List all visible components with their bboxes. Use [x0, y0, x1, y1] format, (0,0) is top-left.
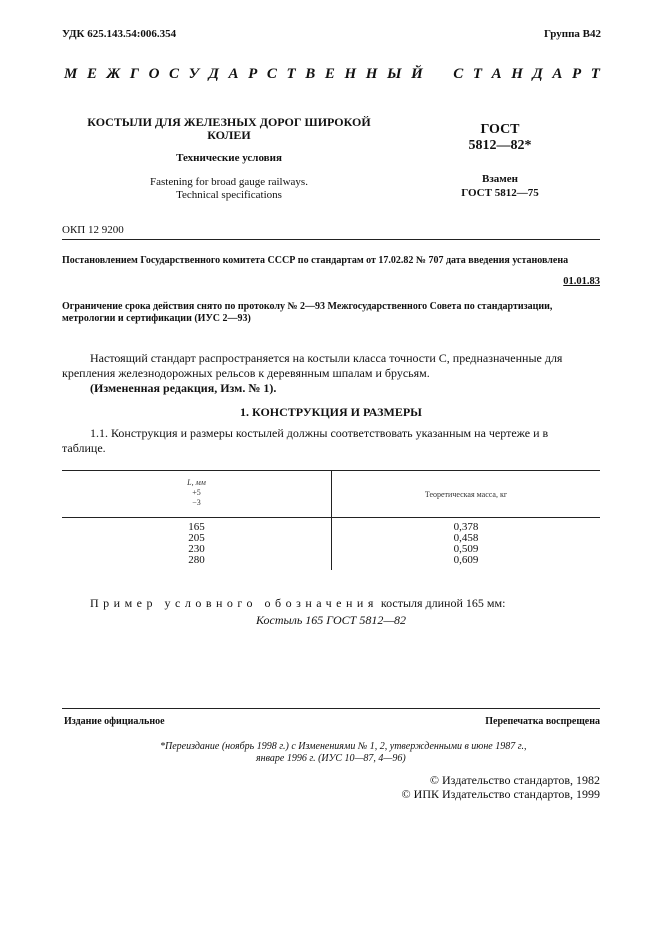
title-line-2: КОЛЕИ — [207, 128, 251, 142]
standard-type-letter: Н — [365, 66, 378, 82]
intro-line-1: Настоящий стандарт распространяется на костыли класса точности С, предназначенные для — [90, 351, 563, 365]
standard-type-letter: Н — [511, 66, 523, 82]
table-header-mass: Теоретическая масса, кг — [424, 490, 508, 499]
table-column-divider-body — [331, 470, 332, 570]
standard-type-letter: С — [169, 66, 180, 82]
document-title — [64, 116, 394, 142]
table-length-column — [62, 522, 331, 566]
section-line-1: 1.1. Конструкция и размеры костылей должны соответствовать указанным на чертеже и в — [90, 426, 549, 440]
replaces-block — [430, 172, 570, 200]
example-line — [90, 596, 505, 611]
standard-type-letter: О — [148, 66, 160, 82]
standard-type-letter: Д — [208, 66, 219, 82]
standard-type-letter: Й — [411, 66, 423, 82]
document-subtitle: Технические условия — [176, 152, 282, 164]
gost-designation — [430, 122, 570, 154]
standard-type-letter: Е — [324, 66, 335, 82]
udk-code: УДК 625.143.54:006.354 — [62, 28, 177, 40]
table-row: 0,458 — [453, 532, 479, 544]
standard-type-letter: Р — [248, 66, 258, 82]
standard-type-letter: Т — [286, 66, 296, 82]
table-row: 0,378 — [453, 521, 479, 533]
length-header: L, мм — [187, 478, 206, 487]
copyright-line-1: © Издательство стандартов, 1982 — [429, 773, 600, 787]
intro-line-2: крепления железнодорожных рельсов к деревянным шпалам и брусьям. — [62, 366, 430, 380]
example-text: костыля длиной 165 мм: — [380, 596, 506, 610]
reprint-notice: Перепечатка воспрещена — [485, 716, 600, 727]
reissue-line-2: январе 1996 г. (ИУС 10—87, 4—96) — [256, 753, 406, 764]
section-heading: 1. КОНСТРУКЦИЯ И РАЗМЕРЫ — [240, 405, 422, 419]
standard-type-letter: Н — [344, 66, 357, 82]
standard-type-gap — [432, 66, 443, 83]
standard-type-letter: С — [453, 66, 464, 82]
english-title — [64, 176, 394, 202]
standard-type-letter: Ы — [387, 66, 402, 82]
table-row: 165 — [188, 521, 205, 533]
okp-code: ОКП 12 9200 — [62, 224, 124, 236]
limitation-line-2: метрологии и сертификации (ИУС 2—93) — [62, 313, 251, 324]
section-paragraph — [62, 426, 602, 456]
standard-type-letter: Р — [571, 66, 582, 82]
table-row: 0,609 — [453, 554, 479, 566]
standard-type-letter: Ж — [106, 66, 121, 82]
standard-type-letter: У — [188, 66, 200, 82]
standard-type-letter: А — [491, 66, 502, 82]
divider-footer — [62, 708, 600, 709]
table-row: 280 — [188, 554, 205, 566]
length-tolerance-plus: +5 — [192, 488, 201, 497]
section-line-2: таблице. — [62, 441, 106, 455]
decree-text: Постановлением Государственного комитета СССР по стандартам от 17.02.82 № 707 дата введения установлена — [62, 255, 569, 266]
standard-type-letter: Д — [532, 66, 543, 82]
standard-type-letter: А — [552, 66, 563, 82]
standard-type-letter: Т — [472, 66, 483, 82]
table-row: 230 — [188, 543, 205, 555]
standard-type-letter: Е — [86, 66, 97, 82]
standard-type-letter: Г — [129, 66, 139, 82]
reissue-note — [160, 741, 527, 765]
standard-type-letter: М — [64, 66, 78, 82]
replaces-standard: ГОСТ 5812—75 — [461, 187, 539, 199]
length-tolerance-minus: −3 — [192, 498, 201, 507]
table-row: 0,509 — [453, 543, 479, 555]
replaces-label: Взамен — [482, 173, 518, 185]
example-label: Пример условного обозначения — [90, 596, 378, 610]
example-designation: Костыль 165 ГОСТ 5812—82 — [255, 613, 406, 627]
gost-number: 5812—82* — [468, 138, 532, 153]
standard-type — [64, 66, 600, 83]
copyright-block — [402, 773, 600, 801]
decree-date: 01.01.83 — [563, 276, 600, 287]
intro-paragraph — [62, 351, 602, 396]
standard-type-letter: А — [228, 66, 239, 82]
edition-note: (Измененная редакция, Изм. № 1). — [90, 381, 277, 395]
title-line-1: КОСТЫЛИ ДЛЯ ЖЕЛЕЗНЫХ ДОРОГ ШИРОКОЙ — [87, 115, 371, 129]
table-row: 205 — [188, 532, 205, 544]
table-header-length — [62, 478, 331, 508]
english-title-line-2: Technical specifications — [176, 189, 282, 201]
table-mass-column — [332, 522, 600, 566]
standard-type-letter: В — [305, 66, 316, 82]
divider-top — [62, 239, 600, 240]
reissue-line-1: *Переиздание (ноябрь 1998 г.) с Изменениями № 1, 2, утвержденными в июне 1987 г., — [160, 741, 527, 752]
english-title-line-1: Fastening for broad gauge railways. — [150, 176, 308, 188]
standard-type-letter: Т — [590, 66, 600, 82]
official-edition: Издание официальное — [64, 716, 165, 727]
standard-type-letter: С — [266, 66, 277, 82]
limitation-line-1: Ограничение срока действия снято по протоколу № 2—93 Межгосударственного Совета по стандартизации, — [62, 301, 553, 312]
gost-label: ГОСТ — [480, 122, 520, 137]
limitation-note — [62, 301, 600, 325]
copyright-line-2: © ИПК Издательство стандартов, 1999 — [401, 787, 600, 801]
group-code: Группа В42 — [543, 28, 601, 40]
